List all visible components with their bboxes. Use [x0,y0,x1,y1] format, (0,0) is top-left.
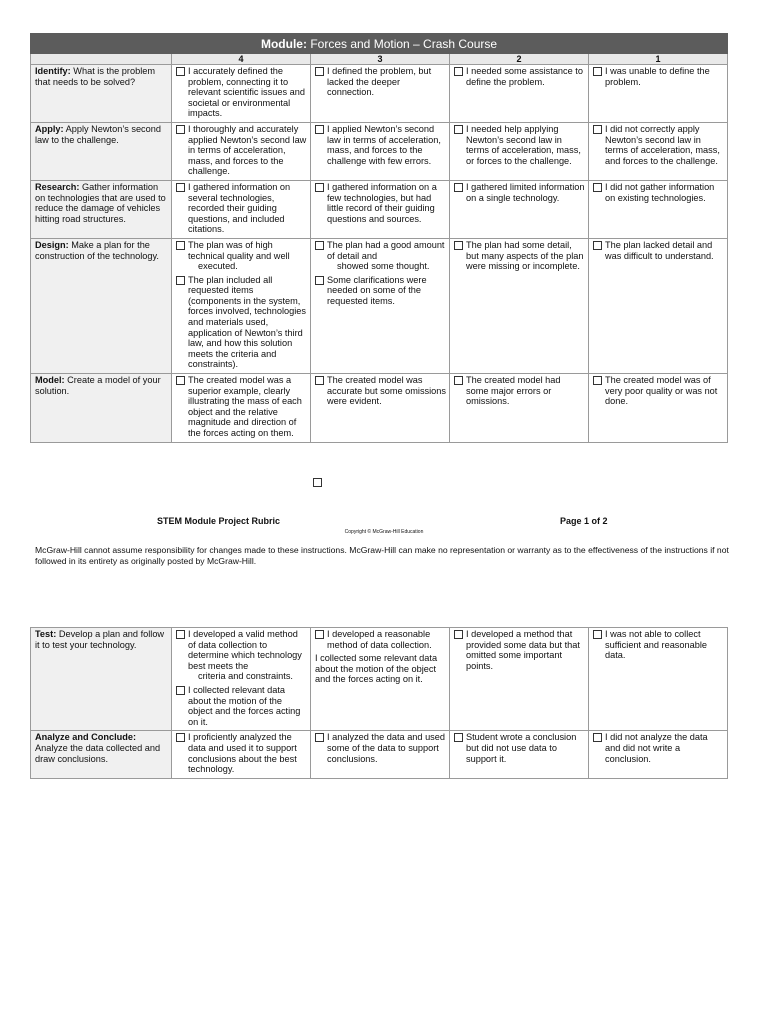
score-header-4: 4 [172,54,311,65]
rubric-item-main: I gathered information on a few technologies, but had little record of their guiding questions and sources. [327,181,437,224]
rubric-item-text [466,629,585,671]
rubric-item-text [188,240,307,272]
checkbox[interactable] [176,183,185,192]
rubric-item-text [605,182,724,203]
rubric-item-text [327,124,446,166]
rubric-item-main: I gathered information on several technologies, recorded their guiding questions, and included citations. [188,181,291,235]
score-header-row [31,54,728,65]
score-cell [450,65,589,123]
checkbox[interactable] [593,733,602,742]
checkbox[interactable] [315,376,324,385]
criterion-cell [31,628,172,731]
criterion-description: Develop a plan and follow it to test your technology. [35,629,165,650]
rubric-item [454,66,585,87]
checkbox[interactable] [315,241,324,250]
checkbox[interactable] [176,686,185,695]
rubric-item-main: I developed a valid method of data collection to determine which technology best meets the [188,629,302,671]
checkbox[interactable] [176,125,185,134]
checkbox[interactable] [176,376,185,385]
rubric-item [593,124,724,166]
rubric-item-main: The plan was of high technical quality and well [188,239,290,261]
rubric-item-main: I was unable to define the problem. [605,66,710,87]
checkbox[interactable] [315,276,324,285]
rubric-item-text [188,685,307,727]
checkbox[interactable] [454,733,463,742]
criterion-cell [31,731,172,778]
criterion-cell [31,180,172,238]
score-header-2: 2 [450,54,589,65]
rubric-item-text [188,375,307,439]
score-cell [311,65,450,123]
rubric-item [315,275,446,307]
rubric-item [593,66,724,87]
criterion-description: Apply Newton’s second law to the challenge. [35,123,161,145]
rubric-item-main: I thoroughly and accurately applied Newton’s second law in terms of acceleration, mass, and forces to the challenge. [188,123,307,177]
rubric-item-main: The created model had some major errors or omissions. [466,375,561,407]
criterion-cell [31,374,172,443]
criterion-label: Apply: [35,123,64,134]
score-cell [589,374,728,443]
score-cell [589,180,728,238]
rubric-item [593,182,724,203]
rubric-item-text [327,182,446,224]
rubric-item-text [466,375,585,407]
rubric-item [593,629,724,661]
rubric-item-text [605,124,724,166]
score-header-1: 1 [589,54,728,65]
rubric-item-main: The created model was a superior example, clearly illustrating the mass of each object and the relative magnitude and direction of the forces acting on them. [188,375,302,438]
rubric-row [31,374,728,443]
criterion-label: Design: [35,239,69,250]
score-cell [172,180,311,238]
rubric-item-main: I needed some assistance to define the problem. [466,66,583,87]
rubric-item-text [605,240,724,261]
rubric-item-text [188,629,307,682]
rubric-item-continuation: executed. [198,261,238,272]
score-cell [172,65,311,123]
footer-title: STEM Module Project Rubric [157,516,281,526]
rubric-item [176,66,307,119]
score-cell [172,122,311,180]
page-number: Page 1 of 2 [560,516,608,526]
rubric-table-page-2 [30,627,728,779]
rubric-item [315,732,446,764]
rubric-item-main: I proficiently analyzed the data and used it to support conclusions about the best technology. [188,732,297,775]
rubric-item-text [605,629,724,661]
rubric-item-main: I applied Newton’s second law in terms of acceleration, mass, and forces to the challenge with few errors. [327,123,441,166]
rubric-item [315,375,446,407]
checkbox[interactable] [315,125,324,134]
rubric-item [176,240,307,272]
rubric-table-body [31,628,728,779]
score-cell [450,122,589,180]
rubric-item-main: The plan lacked detail and was difficult to understand. [605,239,714,261]
rubric-item [176,685,307,727]
rubric-item-text [188,182,307,235]
rubric-item-text [466,66,585,87]
score-cell [589,122,728,180]
rubric-item-text [188,124,307,177]
rubric-item-text [327,629,446,650]
checkbox[interactable] [454,630,463,639]
criterion-label: Test: [35,629,57,639]
score-cell [311,122,450,180]
criterion-description: Make a plan for the construction of the technology. [35,239,159,261]
rubric-item [454,375,585,407]
score-cell [589,65,728,123]
checkbox[interactable] [454,376,463,385]
rubric-item [176,182,307,235]
rubric-item [315,182,446,224]
rubric-row [31,122,728,180]
rubric-item-main: The plan included all requested items (components in the system, forces involved, technologies and materials used, application of Newton’s third law, and how this solution meets the criteria and constraints). [188,274,306,370]
score-cell [311,180,450,238]
rubric-item [454,732,585,764]
score-header-3: 3 [311,54,450,65]
criterion-label: Identify: [35,66,71,76]
score-cell [450,238,589,373]
checkbox[interactable] [593,67,602,76]
rubric-item-main: I collected some relevant data about the motion of the object and the forces acting on it. [315,653,438,685]
rubric-item-text [605,66,724,87]
rubric-item-main: I collected relevant data about the motion of the object and the forces acting on it. [188,684,301,727]
score-cell [450,731,589,778]
score-cell [450,628,589,731]
rubric-row [31,731,728,778]
rubric-table-page-1 [30,33,728,443]
rubric-item-text [466,124,585,166]
rubric-item-main: I defined the problem, but lacked the deeper connection. [327,66,432,98]
rubric-item [315,629,446,650]
rubric-item-main: Some clarifications were needed on some of the requested items. [327,274,427,306]
rubric-item-main: I needed help applying Newton’s second law in terms of acceleration, mass, or forces to the challenge. [466,123,581,166]
criterion-label: Model: [35,375,65,386]
score-cell [172,628,311,731]
score-cell [450,180,589,238]
rubric-item-continuation: criteria and constraints. [198,671,293,682]
criterion-description: Analyze the data collected and draw conclusions. [35,742,161,764]
rubric-item [454,182,585,203]
rubric-item-main: I accurately defined the problem, connecting it to relevant scientific issues and societal or environmental impacts. [188,66,305,119]
rubric-item-text [466,240,585,272]
rubric-item-main: I was not able to collect sufficient and reasonable data. [605,629,707,661]
rubric-item [315,653,446,685]
checkbox[interactable] [176,67,185,76]
score-cell [311,628,450,731]
rubric-item-main: The plan had a good amount of detail and [327,239,445,261]
criterion-cell [31,238,172,373]
rubric-item-text [327,66,446,98]
rubric-item [176,275,307,370]
criterion-description: Create a model of your solution. [35,375,161,396]
checkbox[interactable] [593,183,602,192]
rubric-item-main: I developed a method that provided some data but that omitted some important points. [466,629,580,671]
rubric-item [315,66,446,98]
rubric-item-text [466,732,585,764]
rubric-item-text [327,240,446,272]
checkbox[interactable] [593,376,602,385]
checkbox[interactable] [454,67,463,76]
criterion-cell [31,122,172,180]
score-cell [450,374,589,443]
checkbox[interactable] [593,125,602,134]
rubric-row [31,238,728,373]
score-cell [311,374,450,443]
rubric-item-main: I developed a reasonable method of data collection. [327,629,432,650]
rubric-row [31,65,728,123]
checkbox[interactable] [454,183,463,192]
checkbox[interactable] [593,241,602,250]
rubric-item [454,124,585,166]
rubric-item-text [327,732,446,764]
rubric-table-body [31,34,728,443]
rubric-item-main: I analyzed the data and used some of the data to support conclusions. [327,732,445,764]
checkbox[interactable] [176,733,185,742]
rubric-item-text [188,275,307,370]
disclaimer-text: McGraw-Hill cannot assume responsibility for changes made to these instructions. McGraw-Hill can make no representation or warranty as to the effectiveness of the instructions if not followed in its entirety as originally posted by McGraw-Hill. [35,545,729,566]
rubric-item-text [466,182,585,203]
checkbox[interactable] [315,183,324,192]
rubric-item [176,732,307,774]
checkbox[interactable] [593,630,602,639]
checkbox[interactable] [315,733,324,742]
rubric-item [454,240,585,272]
score-cell [172,238,311,373]
rubric-item-text [327,275,446,307]
rubric-item-main: Student wrote a conclusion but did not use data to support it. [466,732,577,764]
rubric-item-text [315,653,446,685]
score-cell [311,238,450,373]
rubric-item [454,629,585,671]
criterion-label: Research: [35,181,80,192]
rubric-item [176,629,307,682]
checkbox[interactable] [315,67,324,76]
rubric-item-text [605,375,724,407]
rubric-item [315,240,446,272]
module-label: Module: [260,37,307,51]
rubric-item [176,375,307,439]
checkbox[interactable] [454,125,463,134]
rubric-item-main: The created model was accurate but some omissions were evident. [327,375,446,407]
checkbox[interactable] [176,241,185,250]
copyright-notice: Copyright © McGraw-Hill Education [344,529,424,535]
criterion-description: Gather information on technologies that are used to reduce the damage of vehicles hitting road structures. [35,181,166,224]
score-cell [172,731,311,778]
rubric-item-main: I gathered limited information on a single technology. [466,181,585,203]
rubric-item-main: I did not gather information on existing technologies. [605,181,715,203]
rubric-item-text [188,732,307,774]
checkbox[interactable] [315,630,324,639]
rubric-item [593,375,724,407]
rubric-item-main: I did not correctly apply Newton’s second law in terms of acceleration, mass, and forces to the challenge. [605,123,720,166]
checkbox[interactable] [176,630,185,639]
rubric-item-text [327,375,446,407]
score-cell [311,731,450,778]
score-cell [172,374,311,443]
rubric-item [315,124,446,166]
score-cell [589,731,728,778]
rubric-item-text [605,732,724,764]
rubric-item-text [188,66,307,119]
rubric-item-continuation: showed some thought. [337,261,430,272]
criterion-description: What is the problem that needs to be solved? [35,66,155,87]
rubric-item [593,240,724,261]
module-header-row [31,34,728,54]
rubric-item-main: The plan had some detail, but many aspects of the plan were missing or incomplete. [466,239,584,272]
rubric-row [31,628,728,731]
criterion-cell [31,65,172,123]
checkbox[interactable] [176,276,185,285]
checkbox[interactable] [313,478,322,487]
rubric-item [176,124,307,177]
rubric-item-main: I did not analyze the data and did not write a conclusion. [605,732,708,764]
rubric-row [31,180,728,238]
module-header [31,34,728,54]
checkbox[interactable] [454,241,463,250]
criterion-label: Analyze and Conclude: [35,732,137,743]
module-title: Forces and Motion – Crash Course [310,37,498,51]
score-cell [589,238,728,373]
score-header-blank [31,54,172,65]
score-cell [589,628,728,731]
rubric-item [593,732,724,764]
rubric-item-main: The created model was of very poor quality or was not done. [605,375,718,407]
